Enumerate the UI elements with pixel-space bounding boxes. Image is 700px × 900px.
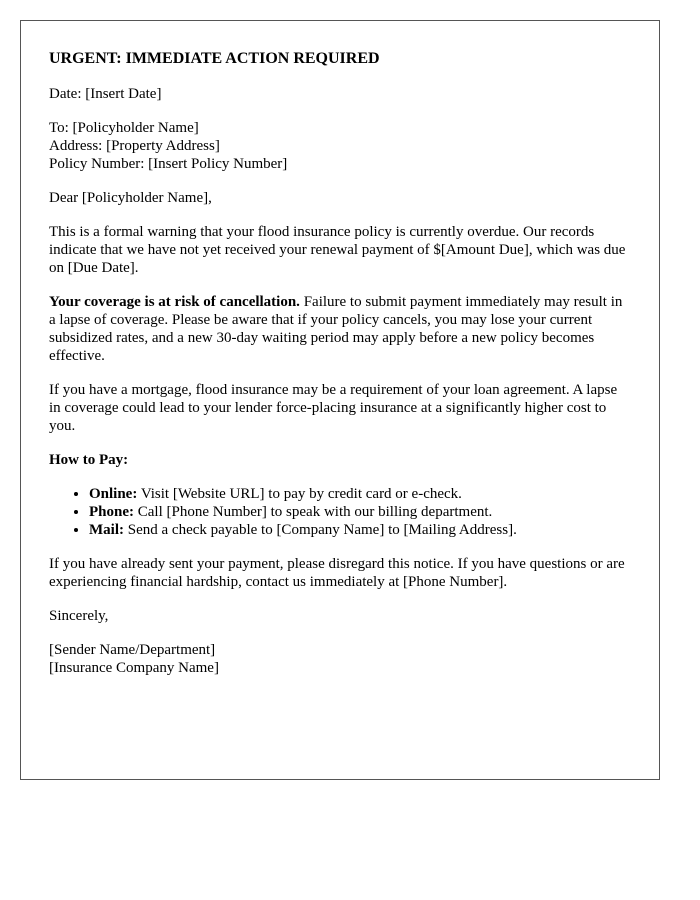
recipient-address: Address: [Property Address]: [49, 138, 220, 154]
cancellation-details: Failure to submit payment immediately may result in a lapse of coverage. Please be aware that if your policy cancels, you may lose your current subsidized rates, and a new 30-day waiting period may apply before a new policy becomes effective.: [49, 294, 623, 364]
letter-heading: URGENT: IMMEDIATE ACTION REQUIRED: [49, 50, 380, 67]
company-name: [Insurance Company Name]: [49, 660, 219, 676]
paragraph-disregard: If you have already sent your payment, please disregard this notice. If you have questions or are experiencing financial hardship, contact us immediately at [Phone Number].: [49, 556, 625, 590]
payment-methods-list: [49, 485, 631, 539]
payment-method-phone: [89, 503, 631, 521]
recipient-block: [49, 119, 631, 173]
policy-number: Policy Number: [Insert Policy Number]: [49, 156, 288, 172]
paragraph-cancellation-risk: [49, 293, 631, 365]
payment-method-text: Send a check payable to [Company Name] to [Mailing Address].: [124, 522, 517, 538]
payment-method-label: Mail:: [89, 522, 124, 538]
salutation: Dear [Policyholder Name],: [49, 190, 212, 206]
closing: Sincerely,: [49, 608, 109, 624]
how-to-pay-heading: How to Pay:: [49, 452, 129, 468]
signature-block: [49, 641, 631, 677]
cancellation-warning: Your coverage is at risk of cancellation.: [49, 294, 300, 310]
payment-method-online: [89, 485, 631, 503]
date-line: Date: [Insert Date]: [49, 86, 162, 102]
recipient-name: To: [Policyholder Name]: [49, 120, 199, 136]
payment-method-label: Phone:: [89, 504, 134, 520]
paragraph-mortgage: If you have a mortgage, flood insurance may be a requirement of your loan agreement. A lapse in coverage could lead to your lender force-placing insurance at a significantly higher cost to you.: [49, 382, 618, 434]
payment-method-text: Visit [Website URL] to pay by credit card or e-check.: [137, 486, 462, 502]
payment-method-label: Online:: [89, 486, 138, 502]
sender-name: [Sender Name/Department]: [49, 642, 216, 658]
payment-method-mail: [89, 521, 631, 539]
letter: [20, 20, 660, 780]
payment-method-text: Call [Phone Number] to speak with our billing department.: [134, 504, 493, 520]
paragraph-overdue-notice: This is a formal warning that your flood insurance policy is currently overdue. Our records indicate that we have not yet received your renewal payment of $[Amount Due], which was due on [Due Date].: [49, 224, 626, 276]
